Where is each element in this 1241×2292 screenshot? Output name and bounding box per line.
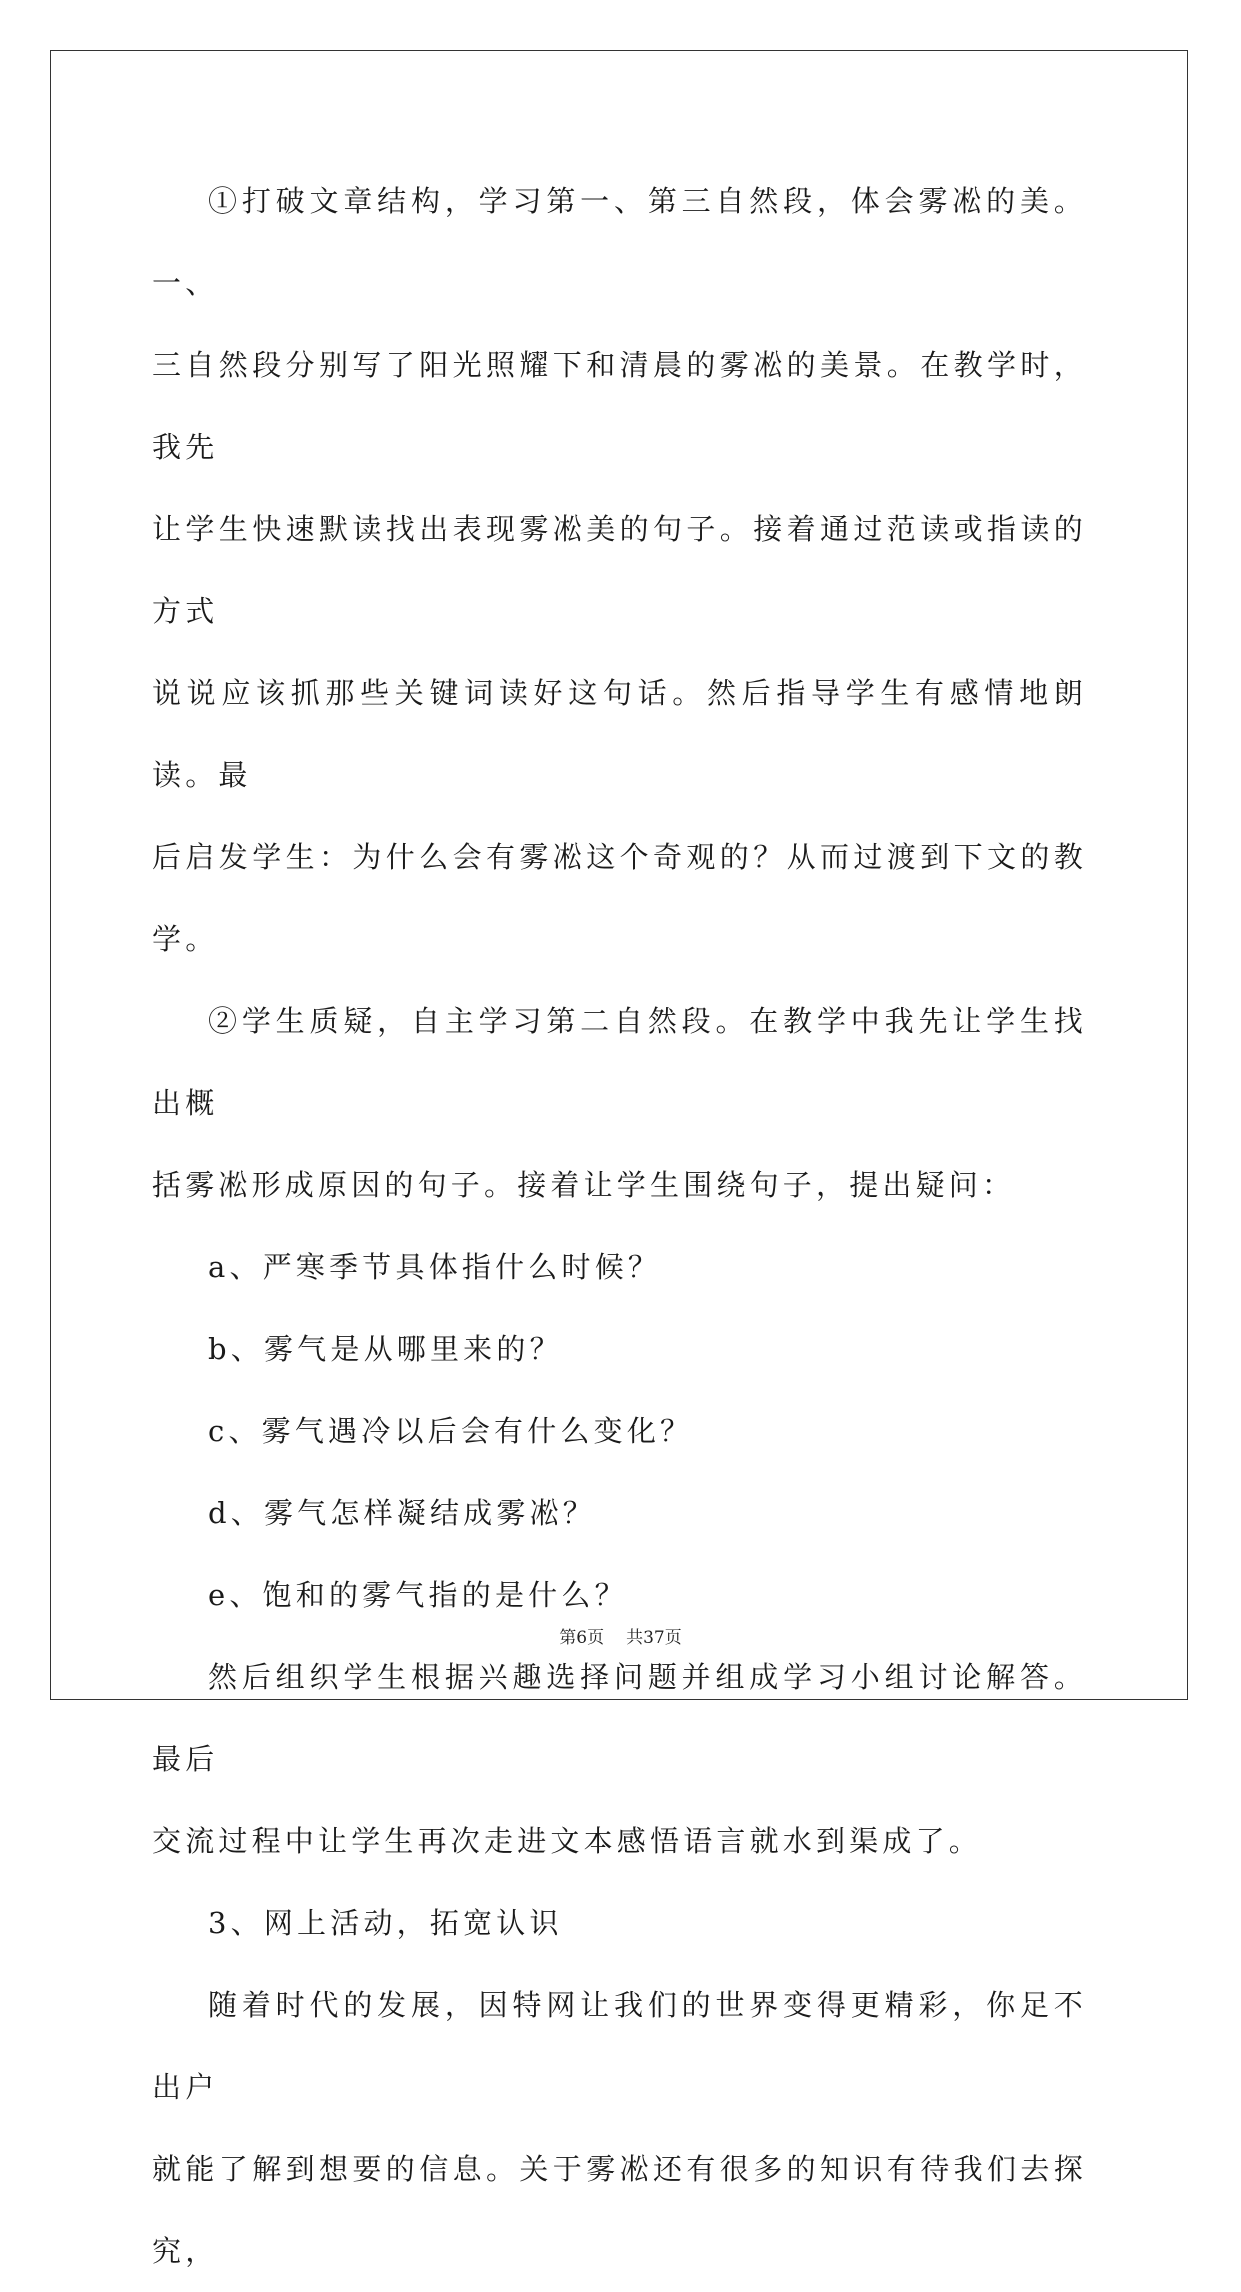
line: ②学生质疑，自主学习第二自然段。在教学中我先让学生找出概 xyxy=(152,1004,1087,1120)
paragraph-1 xyxy=(152,160,1087,980)
line: 括雾凇形成原因的句子。接着让学生围绕句子，提出疑问： xyxy=(152,1168,1016,1202)
line: b、雾气是从哪里来的？ xyxy=(208,1332,563,1366)
line: ①打破文章结构，学习第一、第三自然段，体会雾凇的美。一、 xyxy=(152,184,1087,300)
line: 让学生快速默读找出表现雾凇美的句子。接着通过范读或指读的方式 xyxy=(152,512,1087,628)
paragraph-4 xyxy=(152,1964,1087,2292)
line: 3、网上活动，拓宽认识 xyxy=(208,1906,563,1940)
question-c xyxy=(152,1390,1087,1472)
question-b xyxy=(152,1308,1087,1390)
paragraph-3 xyxy=(152,1636,1087,1882)
page-footer xyxy=(0,1623,1241,1648)
question-d xyxy=(152,1472,1087,1554)
line: 说说应该抓那些关键词读好这句话。然后指导学生有感情地朗读。最 xyxy=(152,676,1087,792)
line: d、雾气怎样凝结成雾凇？ xyxy=(208,1496,596,1530)
line: a、严寒季节具体指什么时候？ xyxy=(208,1250,662,1284)
line: 就能了解到想要的信息。关于雾凇还有很多的知识有待我们去探究， xyxy=(152,2152,1087,2268)
document-body xyxy=(152,160,1087,2292)
page-number: 第6页 xyxy=(559,1628,605,1648)
line: 随着时代的发展，因特网让我们的世界变得更精彩，你足不出户 xyxy=(152,1988,1087,2104)
line: c、雾气遇冷以后会有什么变化？ xyxy=(208,1414,694,1448)
line: 后启发学生：为什么会有雾凇这个奇观的？从而过渡到下文的教学。 xyxy=(152,840,1087,956)
line: 交流过程中让学生再次走进文本感悟语言就水到渠成了。 xyxy=(152,1824,983,1858)
total-pages: 共37页 xyxy=(626,1628,682,1648)
line: 三自然段分别写了阳光照耀下和清晨的雾凇的美景。在教学时，我先 xyxy=(152,348,1087,464)
line: e、饱和的雾气指的是什么？ xyxy=(208,1578,628,1612)
paragraph-2 xyxy=(152,980,1087,1226)
line: 然后组织学生根据兴趣选择问题并组成学习小组讨论解答。最后 xyxy=(152,1660,1087,1776)
question-a xyxy=(152,1226,1087,1308)
section-heading xyxy=(152,1882,1087,1964)
